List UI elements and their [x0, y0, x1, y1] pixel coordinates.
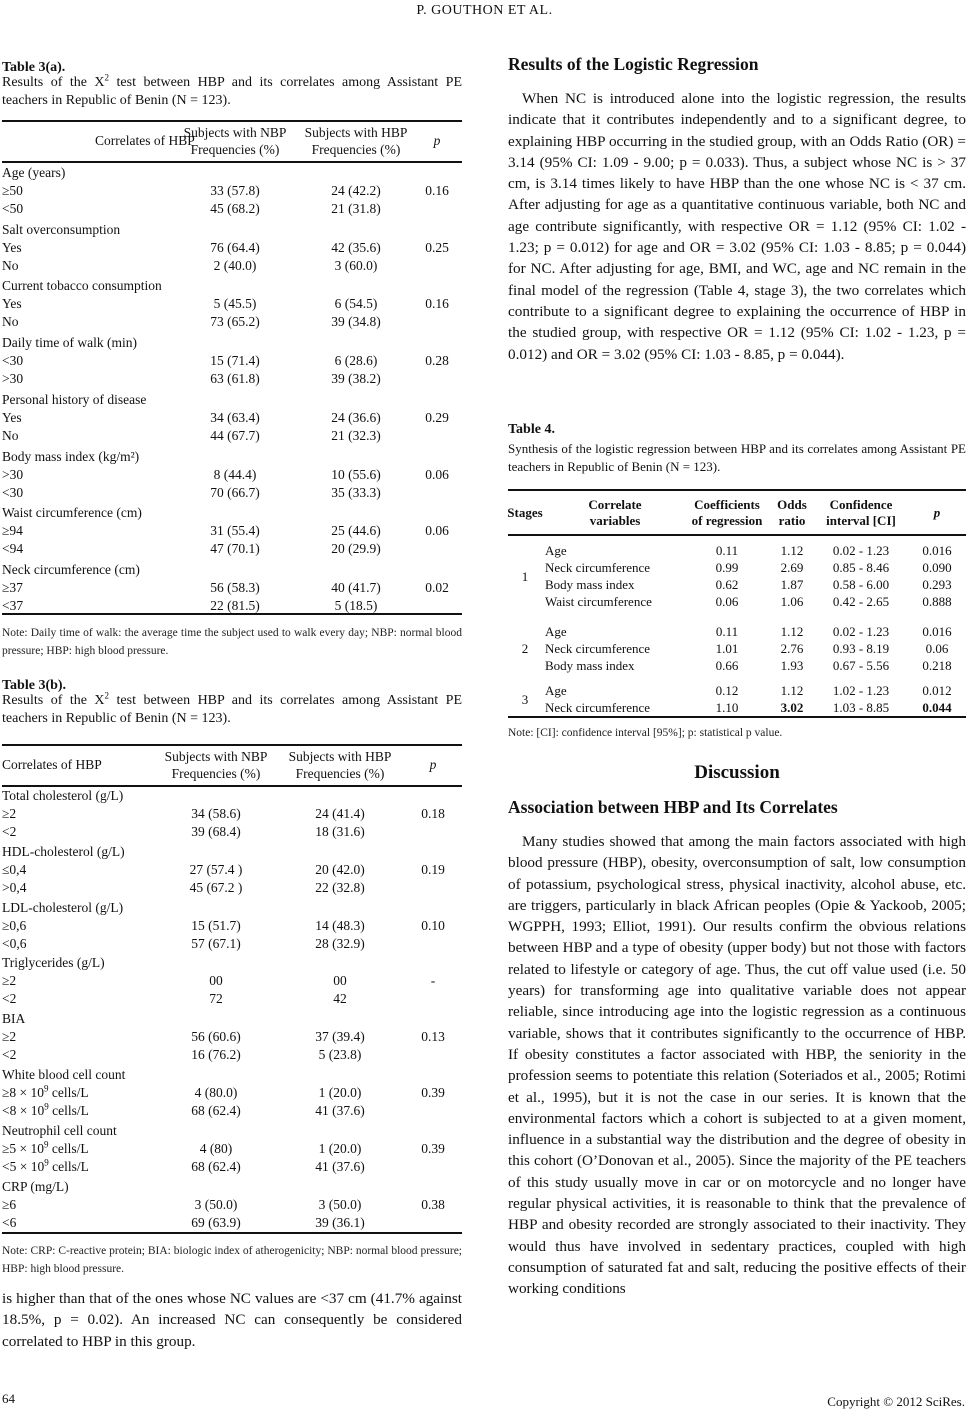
hbp-value: 6 (28.6): [334, 353, 378, 369]
header-hbp: Frequencies (%): [311, 142, 401, 157]
p-value: 0.016: [922, 624, 952, 639]
row-label-text: <50: [2, 201, 24, 216]
group-name: White blood cell count: [2, 1067, 126, 1082]
group-name: Age (years): [2, 165, 66, 180]
hbp-value: 42: [333, 991, 347, 1007]
p-value: 0.06: [925, 641, 949, 656]
row-label-text: <2: [2, 1047, 17, 1063]
group-name: Triglycerides (g/L): [2, 955, 105, 971]
p-value: 0.18: [421, 806, 445, 821]
nbp-value: 31 (55.4): [210, 523, 260, 539]
p-value: 0.25: [425, 239, 449, 255]
hbp-value: 1 (20.0): [318, 1085, 362, 1100]
group-name: Neutrophil cell count: [2, 1122, 117, 1138]
row-label-text: <30: [2, 484, 24, 500]
confidence-interval: 0.58 - 6.00: [832, 577, 890, 592]
row-label-text: ≥5 × 10: [2, 1140, 45, 1156]
hbp-value: 20 (29.9): [331, 541, 381, 557]
row-label-text: ≥37: [2, 579, 23, 595]
exponent: 9: [44, 1139, 49, 1150]
row-label-text: Yes: [2, 239, 22, 255]
hbp-value: 14 (48.3): [315, 917, 365, 933]
hbp-value: 35 (33.3): [331, 484, 381, 500]
nbp-value: 57 (67.1): [191, 935, 241, 951]
hbp-value: 22 (32.8): [315, 879, 365, 895]
nbp-value: 68 (62.4): [191, 1103, 241, 1118]
row-label-text: <5 × 10: [2, 1158, 45, 1174]
p-value: 0.012: [922, 683, 952, 698]
p-value: 0.888: [922, 594, 952, 609]
header-or: Odds: [777, 497, 807, 512]
nbp-value: 63 (61.8): [210, 371, 260, 387]
correlate-variable: Neck circumference: [545, 641, 651, 656]
row-label: [2, 409, 22, 427]
hbp-value: 18 (31.6): [315, 824, 365, 839]
confidence-interval: 1.03 - 8.85: [832, 700, 890, 715]
nbp-value: 34 (63.4): [210, 409, 260, 425]
row-label: [2, 370, 23, 388]
caption-text: test between HBP and its correlates among Assistant PE teachers in Republic of Benin (N = 123).: [2, 75, 463, 108]
table-rule: [508, 489, 966, 491]
table-3b-note: Note: CRP: C-reactive protein; BIA: biologic index of atherogenicity; NBP: normal blood pressure; HBP: high blood pressure.: [2, 1245, 462, 1275]
header-stages: Stages: [507, 505, 543, 520]
hbp-value: 3 (50.0): [318, 1196, 362, 1212]
nbp-value: 2 (40.0): [213, 257, 257, 273]
group-name: HDL-cholesterol (g/L): [2, 843, 125, 859]
table-rule: [2, 1232, 462, 1234]
table-4-caption: Synthesis of the logistic regression between HBP and its correlates among Assistant PE teachers in Republic of Benin (N = 123).: [508, 441, 966, 474]
row-label: [2, 1102, 89, 1120]
discussion-heading: Discussion: [694, 762, 780, 783]
confidence-interval: 1.02 - 1.23: [832, 683, 890, 698]
correlate-variable: Waist circumference: [545, 594, 652, 609]
row-label-text: <2: [2, 824, 17, 839]
stage-number: 2: [521, 641, 529, 656]
p-value: 0.016: [922, 543, 952, 558]
row-label: [2, 935, 27, 953]
nbp-value: 22 (81.5): [210, 597, 260, 613]
p-value: 0.13: [421, 1029, 445, 1045]
correlate-variable: Age: [545, 683, 567, 698]
header-var: variables: [589, 513, 641, 528]
p-value: 0.29: [425, 409, 449, 425]
header-hbp: Subjects with HBP: [304, 125, 408, 140]
group-name: Total cholesterol (g/L): [2, 788, 124, 803]
nbp-value: 00: [209, 973, 223, 989]
group-name: Waist circumference (cm): [2, 505, 142, 521]
coefficient: 0.99: [715, 560, 739, 575]
caption-superscript: 2: [104, 690, 110, 701]
group-name: Daily time of walk (min): [2, 335, 137, 351]
exponent: 9: [44, 1101, 49, 1112]
row-label: [2, 1046, 16, 1064]
correlate-variable: Age: [545, 624, 567, 639]
row-label-text: >30: [2, 371, 24, 387]
stage-number: 1: [521, 568, 529, 584]
p-value: 0.293: [922, 577, 952, 592]
row-label: [2, 1084, 89, 1102]
correlate-variable: Neck circumference: [545, 560, 651, 575]
coefficient: 0.11: [715, 543, 739, 558]
group-name: CRP (mg/L): [2, 1178, 69, 1194]
header-correlates: Correlates of HBP: [2, 757, 102, 772]
odds-ratio: 1.12: [780, 683, 804, 698]
nbp-value: 3 (50.0): [194, 1196, 238, 1212]
p-value: 0.39: [421, 1140, 445, 1156]
odds-ratio: 3.02: [780, 700, 804, 715]
p-value: 0.38: [421, 1196, 445, 1212]
confidence-interval: 0.02 - 1.23: [832, 624, 890, 639]
odds-ratio: 1.06: [780, 594, 804, 609]
group-name: Neck circumference (cm): [2, 561, 140, 577]
p-value: 0.10: [421, 917, 445, 933]
header-coef: Coefficients: [694, 497, 760, 512]
row-label: [2, 990, 16, 1008]
nbp-value: 68 (62.4): [191, 1158, 241, 1174]
row-label-text: >0,4: [2, 879, 27, 895]
results-heading: Results of the Logistic Regression: [508, 54, 759, 74]
nbp-value: 15 (71.4): [210, 353, 260, 369]
stage-number: 3: [521, 691, 529, 707]
caption-text: Results of the X: [2, 693, 105, 708]
row-label-text: No: [2, 314, 19, 330]
nbp-value: 45 (68.2): [210, 201, 260, 216]
hbp-value: 24 (41.4): [315, 806, 365, 821]
odds-ratio: 1.12: [780, 624, 804, 639]
table-3a-note: Note: Daily time of walk: the average time the subject used to walk every day; NBP: normal blood pressure; HBP: high blood pressure.: [2, 627, 462, 657]
hbp-value: 40 (41.7): [331, 579, 381, 595]
nbp-value: 44 (67.7): [210, 427, 260, 443]
row-label: [2, 522, 23, 540]
hbp-value: 41 (37.6): [315, 1103, 365, 1118]
nbp-value: 56 (60.6): [191, 1029, 241, 1045]
nbp-value: 70 (66.7): [210, 484, 260, 500]
hbp-value: 39 (34.8): [331, 314, 381, 330]
nbp-value: 76 (64.4): [210, 239, 260, 255]
row-label-text: ≥94: [2, 523, 23, 539]
row-label: [2, 352, 23, 370]
row-label-text: <2: [2, 991, 17, 1007]
p-value: 0.044: [922, 700, 952, 715]
row-label-unit: cells/L: [48, 1085, 89, 1100]
row-label: [2, 805, 16, 823]
row-label-text: No: [2, 427, 19, 443]
row-label: [2, 917, 26, 935]
nbp-value: 15 (51.7): [191, 917, 241, 933]
hbp-value: 10 (55.6): [331, 466, 381, 482]
hbp-value: 6 (54.5): [334, 296, 378, 312]
nbp-value: 33 (57.8): [210, 183, 260, 198]
row-label: [2, 466, 23, 484]
hbp-value: 39 (38.2): [331, 371, 381, 387]
running-header: P. GOUTHON ET AL.: [416, 3, 553, 18]
odds-ratio: 2.69: [780, 560, 804, 575]
odds-ratio: 2.76: [780, 641, 804, 656]
table-rule: [2, 120, 462, 122]
nbp-value: 47 (70.1): [210, 541, 260, 557]
header-hbp: Subjects with HBP: [288, 749, 392, 764]
confidence-interval: 0.85 - 8.46: [832, 560, 890, 575]
page-number: 64: [2, 1391, 15, 1406]
table-4-note: Note: [CI]: confidence interval [95%]; p: statistical p value.: [508, 727, 783, 739]
row-label: [2, 1214, 16, 1232]
correlate-variable: Neck circumference: [545, 700, 651, 715]
row-label-text: ≥2: [2, 973, 17, 989]
coefficient: 0.12: [715, 683, 739, 698]
hbp-value: 25 (44.6): [331, 523, 381, 539]
p-value: 0.16: [425, 183, 449, 198]
header-var: Correlate: [588, 497, 642, 512]
row-label-text: ≤0,4: [2, 861, 27, 877]
row-label-text: ≥6: [2, 1196, 17, 1212]
nbp-value: 56 (58.3): [210, 579, 260, 595]
coefficient: 1.10: [715, 700, 739, 715]
left-body-paragraph: is higher than that of the ones whose NC values are <37 cm (41.7% against 18.5%, p = 0.02). An increased NC can consequently be considered correlated to HBP in this group.: [2, 1290, 462, 1350]
p-value: 0.218: [922, 658, 952, 673]
row-label-text: Yes: [2, 296, 22, 312]
row-label-text: <6: [2, 1214, 17, 1230]
row-label: [2, 1028, 16, 1046]
p-value: 0.06: [425, 466, 449, 482]
nbp-value: 39 (68.4): [191, 824, 241, 839]
hbp-value: 3 (60.0): [334, 257, 378, 273]
row-label-text: ≥50: [2, 183, 23, 198]
row-label-text: Yes: [2, 409, 22, 425]
row-label: [2, 579, 23, 597]
hbp-value: 5 (18.5): [334, 597, 378, 613]
row-label: [2, 257, 19, 275]
p-value: 0.02: [425, 579, 449, 595]
hbp-value: 5 (23.8): [318, 1047, 362, 1063]
table-3a-caption: [2, 74, 462, 110]
row-label: [2, 427, 19, 445]
group-name: LDL-cholesterol (g/L): [2, 899, 124, 915]
hbp-value: 00: [333, 973, 347, 989]
row-label-text: ≥2: [2, 806, 17, 821]
table-rule: [508, 534, 966, 536]
row-label-unit: cells/L: [48, 1158, 89, 1174]
coefficient: 0.66: [715, 658, 739, 673]
row-label: [2, 295, 22, 313]
odds-ratio: 1.87: [780, 577, 804, 592]
hbp-value: 24 (42.2): [331, 183, 381, 198]
row-label: [2, 182, 23, 200]
caption-text: Results of the X: [2, 75, 105, 90]
row-label-text: >30: [2, 466, 24, 482]
row-label-text: No: [2, 257, 19, 273]
row-label: [2, 200, 23, 218]
hbp-value: 41 (37.6): [315, 1158, 365, 1174]
row-label-text: ≥8 × 10: [2, 1085, 45, 1100]
p-value: 0.16: [425, 296, 449, 312]
group-name: Salt overconsumption: [2, 221, 121, 237]
hbp-value: 28 (32.9): [315, 935, 365, 951]
hbp-value: 21 (31.8): [331, 201, 381, 216]
odds-ratio: 1.12: [780, 543, 804, 558]
p-value: 0.06: [425, 523, 449, 539]
row-label: [2, 313, 19, 331]
row-label: [2, 540, 23, 558]
table-4-title: Table 4.: [508, 422, 555, 437]
row-label-text: <8 × 10: [2, 1103, 45, 1118]
coefficient: 0.06: [715, 594, 739, 609]
nbp-value: 34 (58.6): [191, 806, 241, 821]
hbp-value: 24 (36.6): [331, 409, 381, 425]
caption-text: test between HBP and its correlates among Assistant PE teachers in Republic of Benin (N = 123).: [2, 693, 463, 726]
group-name: Personal history of disease: [2, 391, 147, 407]
nbp-value: 5 (45.5): [213, 296, 257, 312]
row-label-text: <94: [2, 541, 24, 557]
discussion-paragraph: Many studies showed that among the main factors associated with high blood pressure (HBP), obesity, overconsumption of salt, low consumption of potassium, psychological stress, physical inactivity, alcohol abuse, etc. are triggers, particularly in black African peoples (Opie & Yackoob, 2005; WGPPH, 1993; Elliot, 1991). Our results confirm the obvious relations between HBP and a type of obesity (upper body) but not those with factors related to lifestyle or category of age. Thus, the cut off value used (i.e. 50 years) for transforming age into qualitative variable does not appear reliable, since introducing age into the logistic regression as a continuous variable, shows that it contributes significantly to the occurrence of HBP. If obesity constitutes a factor associated with HBP, the seniority in the profession seems to potentiate this relation (Soteriados et al., 2005; Rotimi et al., 1995), but it is not the case in our series. It is known that the environmental factors which a cohort is subjected to at a given moment, influence in a substantial way the distribution and the degree of obesity in this cohort (O’Donovan et al., 2005). Since the majority of the PE teachers of this study usually move in car or on motorcycle and no longer have regular physical activities, it is reasonable to think that the prevalence of HBP and obesity recorded are strongly associated to their inactivity. They would thus have involved in sedentary practices, coupled with high consumption of saturated fat and salt, reducing the positive effects of their working conditions: [508, 833, 966, 1298]
p-value: 0.28: [425, 353, 449, 369]
correlate-variable: Age: [545, 543, 567, 558]
table-rule: [508, 716, 966, 718]
p-value: -: [430, 973, 436, 989]
group-name: Body mass index (kg/m²): [2, 448, 140, 464]
table-3b-caption: [2, 692, 462, 728]
nbp-value: 72: [209, 991, 223, 1007]
row-label: [2, 972, 16, 990]
copyright: Copyright © 2012 SciRes.: [827, 1394, 965, 1409]
row-label: [2, 823, 16, 841]
hbp-value: 42 (35.6): [331, 239, 381, 255]
row-label-text: ≥2: [2, 1029, 17, 1045]
header-nbp: Frequencies (%): [171, 766, 261, 781]
row-label: [2, 1196, 16, 1214]
correlate-variable: Body mass index: [545, 577, 635, 592]
row-label-unit: cells/L: [48, 1140, 89, 1156]
p-value: 0.19: [421, 861, 445, 877]
hbp-value: 21 (32.3): [331, 427, 381, 443]
header-coef: of regression: [691, 513, 763, 528]
table-rule: [2, 613, 462, 615]
header-or: ratio: [778, 513, 806, 528]
confidence-interval: 0.67 - 5.56: [832, 658, 890, 673]
table-3b-title: Table 3(b).: [2, 678, 67, 693]
caption-superscript: 2: [104, 72, 110, 83]
row-label-text: <37: [2, 597, 24, 613]
nbp-value: 4 (80): [199, 1140, 233, 1156]
row-label-text: <30: [2, 353, 24, 369]
confidence-interval: 0.02 - 1.23: [832, 543, 890, 558]
group-name: Current tobacco consumption: [2, 278, 162, 294]
nbp-value: 27 (57.4 ): [189, 861, 243, 877]
coefficient: 0.11: [715, 624, 739, 639]
header-ci: Confidence: [829, 497, 893, 512]
correlate-variable: Body mass index: [545, 658, 635, 673]
header-p: p: [433, 133, 441, 148]
nbp-value: 8 (44.4): [213, 466, 257, 482]
nbp-value: 4 (80.0): [194, 1085, 238, 1100]
exponent: 9: [44, 1157, 49, 1168]
p-value: 0.090: [922, 560, 952, 575]
discussion-subheading: Association between HBP and Its Correlates: [508, 797, 838, 817]
odds-ratio: 1.93: [780, 658, 804, 673]
nbp-value: 73 (65.2): [210, 314, 260, 330]
coefficient: 0.62: [715, 577, 739, 592]
coefficient: 1.01: [715, 641, 739, 656]
row-label: [2, 879, 27, 897]
p-value: 0.39: [421, 1085, 445, 1100]
row-label: [2, 484, 23, 502]
header-nbp: Frequencies (%): [190, 142, 280, 157]
header-p: p: [933, 505, 941, 520]
nbp-value: 45 (67.2 ): [189, 879, 243, 895]
hbp-value: 20 (42.0): [315, 861, 365, 877]
table-3a-title: Table 3(a).: [2, 60, 66, 75]
hbp-value: 1 (20.0): [318, 1140, 362, 1156]
header-nbp: Subjects with NBP: [183, 125, 287, 140]
header-hbp: Frequencies (%): [295, 766, 385, 781]
row-label-unit: cells/L: [48, 1103, 89, 1118]
nbp-value: 69 (63.9): [191, 1214, 241, 1230]
confidence-interval: 0.93 - 8.19: [832, 641, 890, 656]
results-paragraph: When NC is introduced alone into the logistic regression, the results indicate that it contributes independently and to a significant degree, to explaining HBP occurring in the studied group, with an Odds Ratio (OR) = 3.14 (95% CI: 1.09 - 9.00; p = 0.033). Thus, a subject whose NC is > 37 cm, is 3.14 times likely to have HBP than the one whose NC is < 37 cm. After adjusting for age as a quantitative continuous variable, both NC and age contribute significantly, with respective OR = 1.12 (95% CI: 1.02 - 1.23; p = 0.012) for age and OR = 3.02 (95% CI: 1.03 - 8.85; p = 0.044) for NC. After adjusting for age, BMI, and WC, age and NC remain in the final model of the regression (Table 4, stage 3), the two correlates which contribute to a significant degree to explaining the occurrence of HBP in the studied group, with respective OR = 1.12 (95% CI: 1.02 - 1.23, p = 0.012) and OR = 3.02 (95% CI: 1.03 - 8.85, p = 0.044).: [508, 90, 966, 363]
exponent: 9: [44, 1083, 49, 1094]
header-ci: interval [CI]: [826, 513, 896, 528]
row-label: [2, 1158, 89, 1176]
row-label-text: <0,6: [2, 935, 27, 951]
hbp-value: 37 (39.4): [315, 1029, 365, 1045]
table-rule: [2, 161, 462, 163]
row-label-text: ≥0,6: [2, 917, 27, 933]
table-rule: [2, 744, 462, 746]
header-nbp: Subjects with NBP: [164, 749, 268, 764]
nbp-value: 16 (76.2): [191, 1047, 241, 1063]
header-p: p: [429, 757, 437, 772]
row-label: [2, 239, 22, 257]
row-label: [2, 1140, 89, 1158]
header-correlates: Correlates of HBP: [95, 133, 195, 148]
row-label: [2, 861, 26, 879]
group-name: BIA: [2, 1011, 26, 1027]
hbp-value: 39 (36.1): [315, 1214, 365, 1230]
confidence-interval: 0.42 - 2.65: [832, 594, 890, 609]
